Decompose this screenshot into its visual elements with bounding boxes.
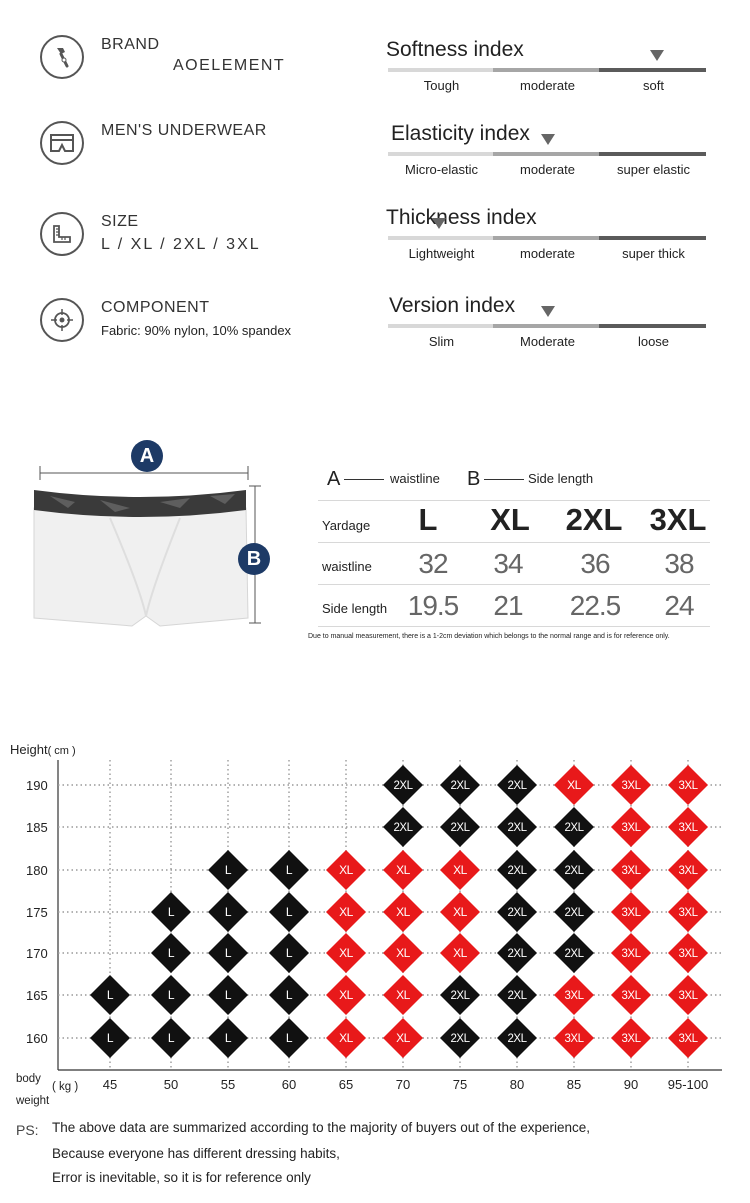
size-diamond-label: L [106,988,114,1002]
index-level-label: super elastic [617,162,690,177]
size-row [40,212,360,272]
index-bar-segment [599,236,706,240]
x-tick-label: 65 [338,1077,354,1092]
size-diamond-label: 3XL [621,865,641,877]
x-axis-title-line2: weight [16,1095,50,1107]
index-title: Elasticity index [391,122,530,145]
size-diamond-label: 2XL [450,990,470,1002]
legend-b-line [484,479,524,480]
index-level-label: moderate [520,246,575,261]
size-header-cell: XL [490,502,530,537]
x-axis-unit: ( kg ) [52,1081,79,1093]
size-diamond-label: 3XL [678,780,698,792]
waistline-cell: 34 [493,548,523,579]
index-bar-segment [599,152,706,156]
size-diamond-label: 2XL [507,907,527,919]
index-marker-icon [541,134,555,145]
index-bar-segment [599,324,706,328]
size-diamond-label: L [224,946,232,960]
brand-title: BRAND [101,36,160,53]
category-row [40,121,360,181]
x-tick-label: 55 [220,1077,236,1092]
size-diamond-label: L [224,988,232,1002]
index-bar-segment [599,68,706,72]
y-tick-label: 180 [26,863,48,878]
x-tick-label: 90 [623,1077,639,1092]
yardage-label: Yardage [322,518,371,533]
size-diamond-label: 2XL [507,780,527,792]
size-diamond-label: XL [567,778,581,792]
size-diamond-label: 3XL [564,1033,584,1045]
size-diamond-label: L [224,905,232,919]
y-tick-label: 160 [26,1031,48,1046]
size-diamond-label: 2XL [450,1033,470,1045]
size-diamond-label: 2XL [564,865,584,877]
size-diamond-label: L [167,1031,175,1045]
size-diamond-label: 3XL [678,822,698,834]
index-level-label: Micro-elastic [405,162,478,177]
size-diamond-label: L [106,1031,114,1045]
index-marker-icon [432,218,446,229]
brand-value: AOELEMENT [173,57,286,74]
index-level-label: super thick [622,246,685,261]
ruler-square-icon [40,212,84,256]
table-row [318,500,710,543]
underwear-icon [40,121,84,165]
index-bar-segment [493,236,600,240]
waistline-label: waistline [322,559,372,574]
waistline-cell: 38 [664,548,694,579]
legend-a-text: waistline [390,471,440,486]
index-level-label: moderate [520,162,575,177]
ps-line: The above data are summarized according to the majority of buyers out of the experience, [52,1120,591,1135]
x-tick-label: 50 [163,1077,179,1092]
index-title: Softness index [386,38,524,61]
size-diamond-label: 2XL [393,822,413,834]
size-diamond-label: 2XL [450,822,470,834]
size-diamond-label: 3XL [564,990,584,1002]
size-diamond-label: 3XL [621,780,641,792]
size-diamond-label: XL [396,988,410,1002]
size-diamond-label: 3XL [621,1033,641,1045]
x-tick-label: 75 [452,1077,468,1092]
size-diamond-label: 3XL [678,1033,698,1045]
marker-b-badge: B [238,543,270,575]
index-title: Version index [389,294,516,317]
size-diamond-label: L [167,905,175,919]
x-tick-label: 80 [509,1077,525,1092]
size-diamond-label: 2XL [507,990,527,1002]
index-bar-segment [388,236,495,240]
size-diamond-label: 2XL [564,948,584,960]
x-tick-label: 95-100 [667,1077,709,1092]
index-scale [386,206,708,276]
measurement-note: Due to manual measurement, there is a 1-2cm deviation which belongs to the normal range and is for reference only. [308,633,670,640]
index-marker-icon [541,306,555,317]
x-tick-label: 85 [566,1077,582,1092]
ps-label: PS: [16,1122,39,1138]
index-marker-icon [650,50,664,61]
size-diamond-label: L [285,988,293,1002]
size-diamond-label: 3XL [678,948,698,960]
size-diamond-label: 2XL [450,780,470,792]
table-row [318,584,710,627]
size-diamond-label: 2XL [507,1033,527,1045]
index-level-label: moderate [520,78,575,93]
size-diamond-label: 3XL [621,822,641,834]
wrench-pin-icon [40,35,84,79]
index-level-label: Moderate [520,334,575,349]
y-tick-label: 175 [26,905,48,920]
size-diamond-label: 3XL [621,948,641,960]
size-diamond-label: 3XL [678,907,698,919]
index-level-label: soft [643,78,664,93]
size-header-cell: 2XL [565,502,623,537]
waistline-cell: 36 [580,548,610,579]
size-diamond-label: XL [339,946,353,960]
legend-a-letter: A [327,468,341,490]
size-diamond-label: 3XL [678,990,698,1002]
side-length-cell: 22.5 [569,590,621,621]
index-scale [386,122,708,192]
y-tick-label: 165 [26,988,48,1003]
index-bar-segment [388,152,495,156]
size-diamond-label: L [224,863,232,877]
legend-a-line [344,479,384,480]
y-tick-label: 170 [26,946,48,961]
ps-line: Error is inevitable, so it is for reference only [52,1170,311,1185]
size-diamond-label: XL [339,863,353,877]
crosshair-icon [40,298,84,342]
size-diamond-label: L [224,1031,232,1045]
index-bar-segment [388,324,495,328]
y-tick-label: 190 [26,778,48,793]
size-diamond-label: L [285,905,293,919]
size-diamond-label: 2XL [507,822,527,834]
size-value: L / XL / 2XL / 3XL [101,236,261,253]
waistline-cell: 32 [418,548,448,579]
size-diamond-label: XL [453,863,467,877]
size-diamond-label: XL [396,905,410,919]
index-bar-segment [388,68,495,72]
component-row [40,298,360,358]
size-diamond-label: XL [339,905,353,919]
size-diamond-label: L [285,946,293,960]
size-diamond-label: XL [396,1031,410,1045]
index-level-label: Slim [428,334,455,349]
side-length-cell: 19.5 [407,590,459,621]
size-diamond-label: 2XL [507,865,527,877]
component-title: COMPONENT [101,299,210,316]
size-diamond-label: 2XL [507,948,527,960]
legend-b-letter: B [467,468,481,490]
x-tick-label: 45 [102,1077,118,1092]
brand-row [40,35,360,95]
y-axis-title: Height( cm ) [10,742,76,757]
size-header-cell: 3XL [649,502,707,537]
size-diamond-label: XL [453,946,467,960]
size-header-cell: L [418,502,438,537]
size-diamond-label: L [167,988,175,1002]
index-level-label: Lightweight [408,246,475,261]
index-bar-segment [493,152,600,156]
index-scale [386,38,708,108]
index-level-label: loose [637,334,670,349]
underwear-diagram [20,438,280,653]
category-title: MEN'S UNDERWEAR [101,122,267,139]
index-title: Thickness index [386,206,537,229]
size-diamond-label: XL [339,1031,353,1045]
index-scale [386,294,708,364]
x-tick-label: 70 [395,1077,411,1092]
table-row [318,542,710,585]
legend-b-text: Side length [528,471,594,486]
side-length-cell: 21 [493,590,523,621]
size-diamond-label: 3XL [621,990,641,1002]
size-title: SIZE [101,213,139,230]
size-diamond-label: 2XL [564,907,584,919]
size-diamond-label: XL [339,988,353,1002]
index-bar-segment [493,324,600,328]
size-diamond-label: L [285,863,293,877]
side-length-label: Side length [322,601,388,616]
size-diamond-label: L [167,946,175,960]
size-diamond-label: 3XL [678,865,698,877]
size-diamond-label: XL [396,946,410,960]
marker-a-badge: A [131,440,163,472]
index-level-label: Tough [423,78,460,93]
component-value: Fabric: 90% nylon, 10% spandex [101,323,292,338]
size-diamond-label: 2XL [564,822,584,834]
x-axis-title-line1: body [16,1073,41,1085]
size-diamond-label: XL [396,863,410,877]
size-diamond-label: 2XL [393,780,413,792]
size-diamond-label: 3XL [621,907,641,919]
size-chart [0,740,750,1100]
side-length-cell: 24 [664,590,694,621]
x-tick-label: 60 [281,1077,297,1092]
index-bar-segment [493,68,600,72]
size-diamond-label: XL [453,905,467,919]
y-tick-label: 185 [26,820,48,835]
size-diamond-label: L [285,1031,293,1045]
ps-line: Because everyone has different dressing habits, [52,1146,340,1161]
